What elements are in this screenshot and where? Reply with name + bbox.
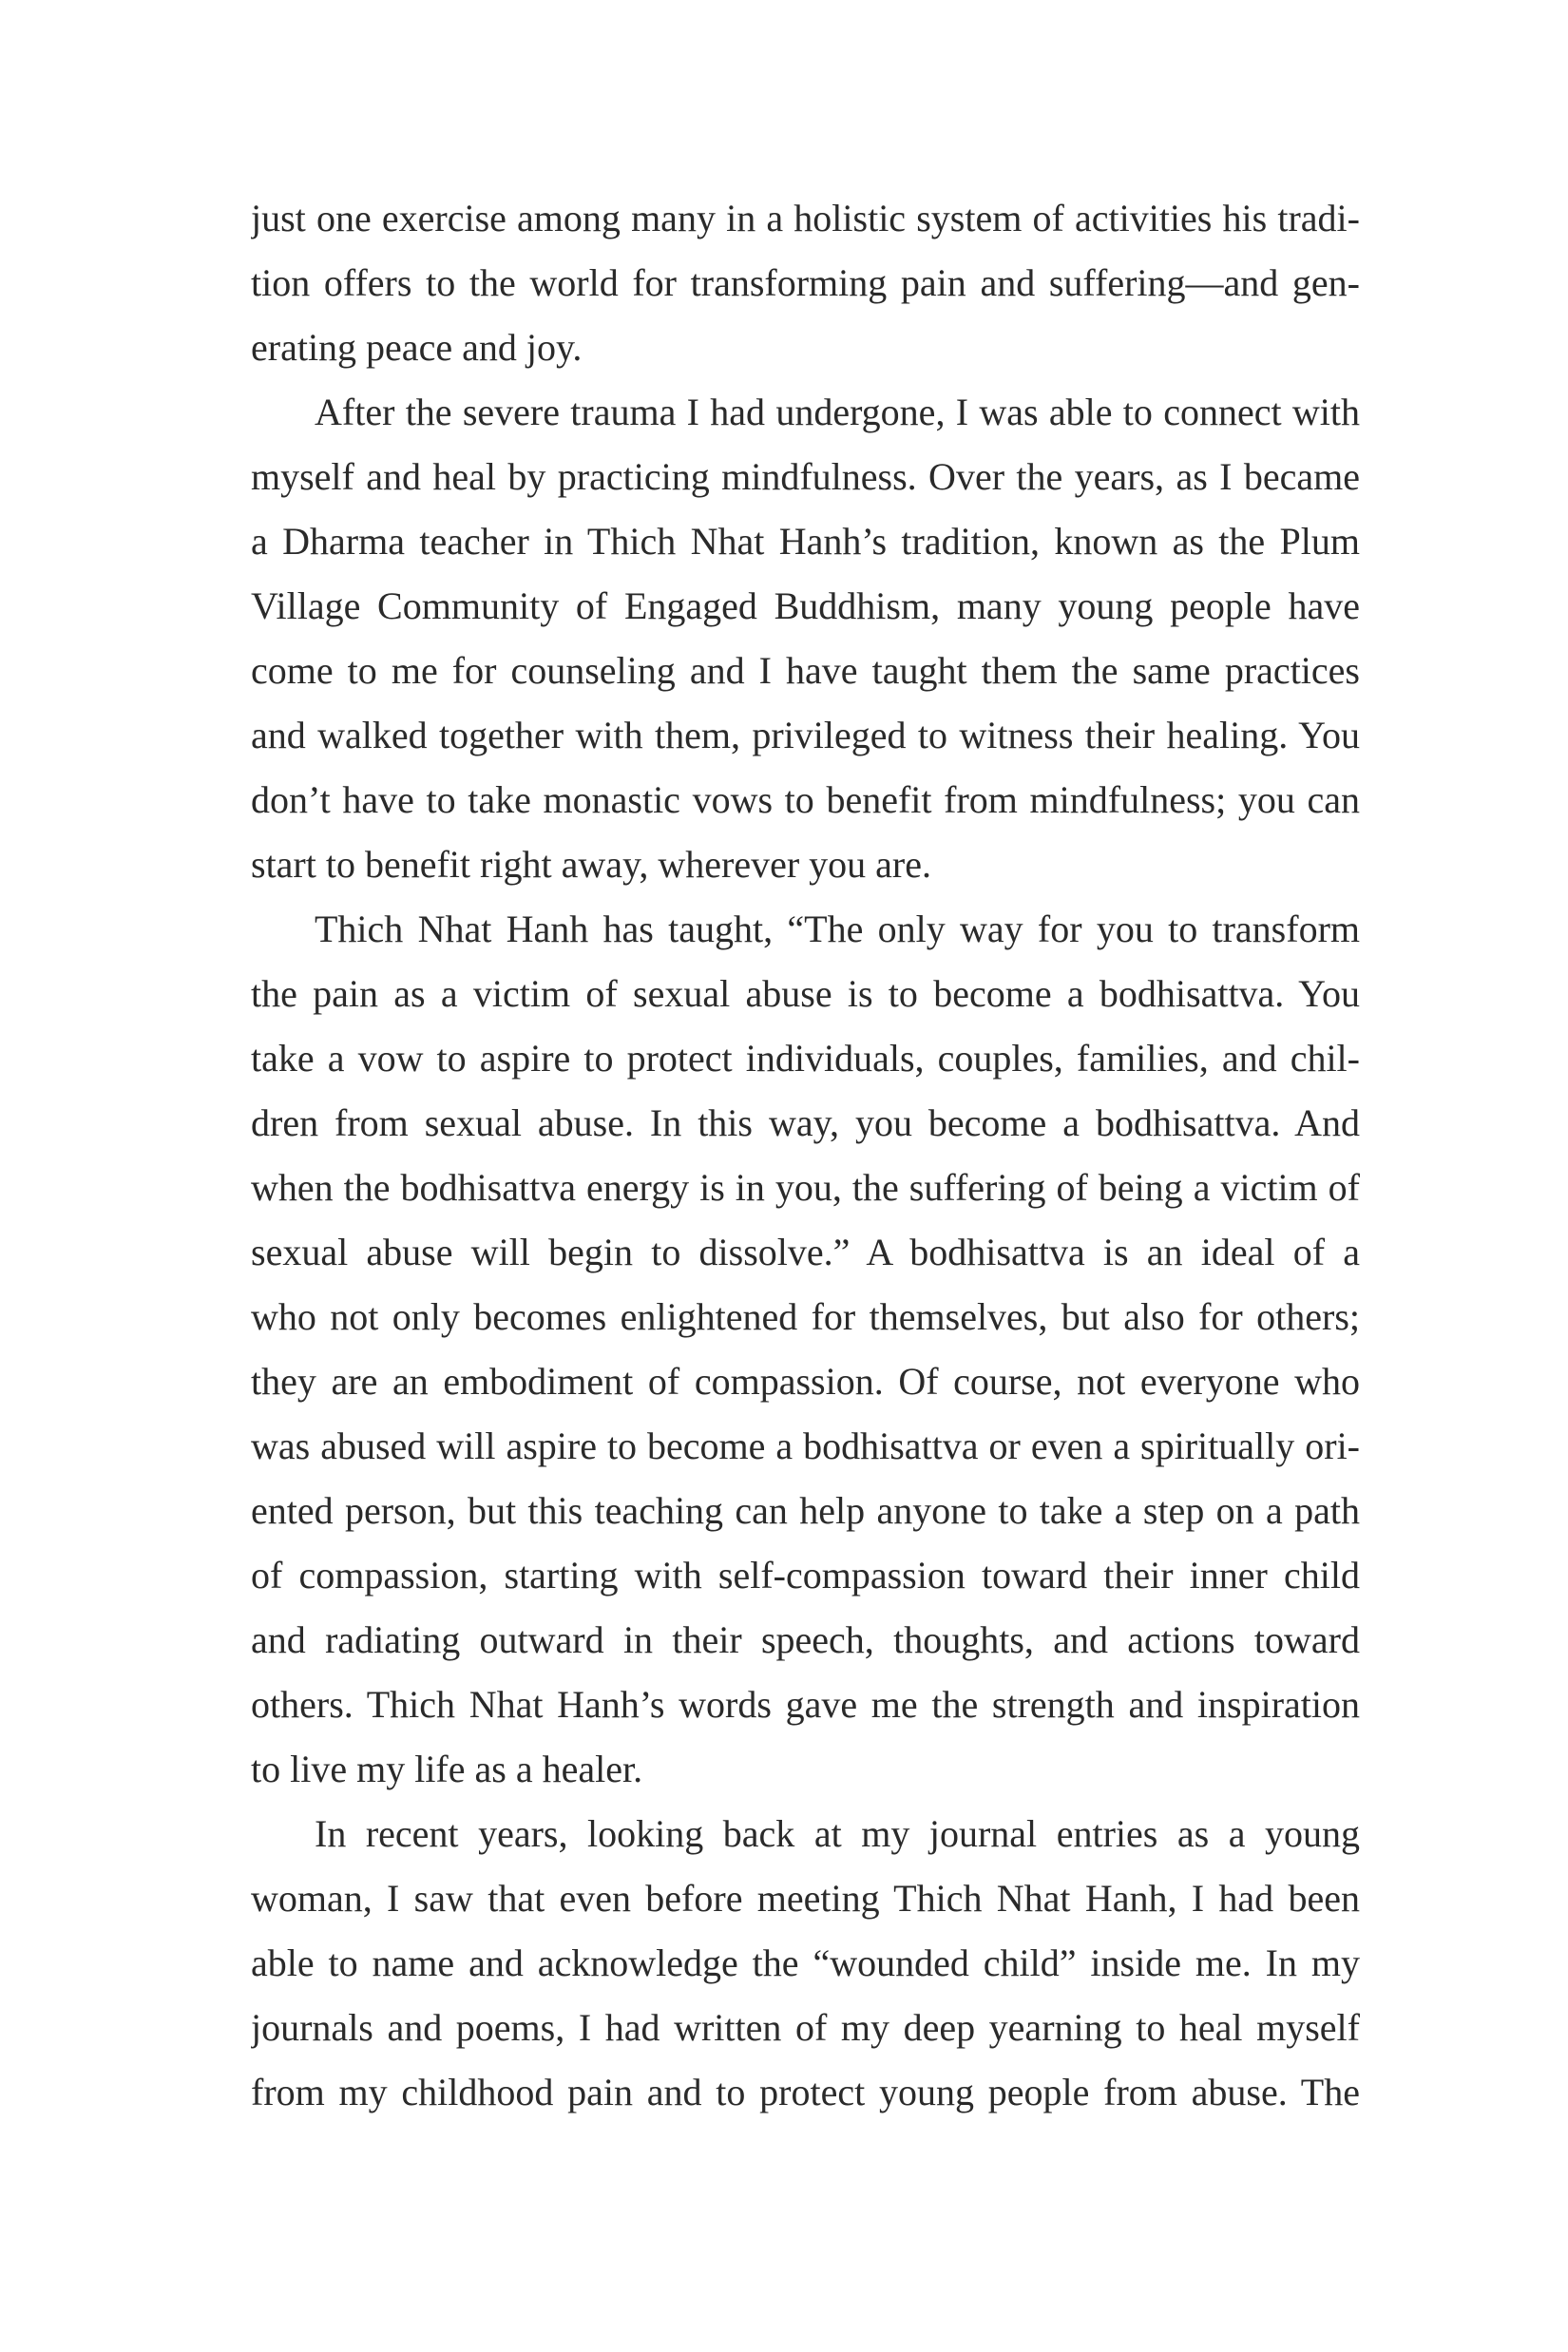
text-line: come to me for counseling and I have taught them the same practices bbox=[251, 649, 1360, 692]
text-line: ented person, but this teaching can help anyone to take a step on a path bbox=[251, 1489, 1360, 1532]
text-line: don’t have to take monastic vows to benefit from mindfulness; you can bbox=[251, 778, 1360, 821]
text-line: who not only becomes enlightened for themselves, but also for others; bbox=[251, 1295, 1360, 1338]
text-line: start to benefit right away, wherever you are. bbox=[251, 843, 931, 886]
text-line: was abused will aspire to become a bodhisattva or even a spiritually ori- bbox=[251, 1425, 1360, 1467]
text-line: a Dharma teacher in Thich Nhat Hanh’s tradition, known as the Plum bbox=[251, 520, 1360, 563]
text-line: In recent years, looking back at my journal entries as a young bbox=[315, 1812, 1360, 1855]
text-line: take a vow to aspire to protect individuals, couples, families, and chil- bbox=[251, 1037, 1360, 1080]
paragraph bbox=[251, 897, 1360, 1802]
text-line: just one exercise among many in a holistic system of activities his tradi- bbox=[251, 197, 1360, 239]
text-line: others. Thich Nhat Hanh’s words gave me the strength and inspiration bbox=[251, 1683, 1360, 1726]
text-line: myself and heal by practicing mindfulness. Over the years, as I became bbox=[251, 455, 1360, 498]
paragraph bbox=[251, 380, 1360, 897]
text-line: the pain as a victim of sexual abuse is to become a bodhisattva. You bbox=[251, 972, 1360, 1015]
text-line: journals and poems, I had written of my deep yearning to heal myself bbox=[251, 2006, 1360, 2049]
text-line: and walked together with them, privileged to witness their healing. You bbox=[251, 714, 1360, 756]
text-line: woman, I saw that even before meeting Thich Nhat Hanh, I had been bbox=[251, 1877, 1360, 1920]
text-line: when the bodhisattva energy is in you, the suffering of being a victim of bbox=[251, 1166, 1360, 1209]
text-line: to live my life as a healer. bbox=[251, 1748, 643, 1790]
text-line: Thich Nhat Hanh has taught, “The only way for you to transform bbox=[315, 908, 1360, 950]
text-line: Village Community of Engaged Buddhism, many young people have bbox=[251, 584, 1360, 627]
text-line: sexual abuse will begin to dissolve.” A bodhisattva is an ideal of a bbox=[251, 1231, 1360, 1273]
text-line: of compassion, starting with self-compassion toward their inner child bbox=[251, 1554, 1360, 1597]
text-line: able to name and acknowledge the “wounded child” inside me. In my bbox=[251, 1941, 1360, 1984]
text-line: from my childhood pain and to protect young people from abuse. The bbox=[251, 2071, 1360, 2113]
body-text bbox=[251, 186, 1360, 2125]
text-line: erating peace and joy. bbox=[251, 326, 583, 369]
paragraph bbox=[251, 1802, 1360, 2125]
text-line: tion offers to the world for transforming pain and suffering—and gen- bbox=[251, 261, 1360, 304]
text-line: they are an embodiment of compassion. Of course, not everyone who bbox=[251, 1360, 1360, 1403]
paragraph bbox=[251, 186, 1360, 380]
text-line: After the severe trauma I had undergone, I was able to connect with bbox=[315, 391, 1360, 433]
text-line: dren from sexual abuse. In this way, you become a bodhisattva. And bbox=[251, 1101, 1360, 1144]
text-line: and radiating outward in their speech, thoughts, and actions toward bbox=[251, 1618, 1360, 1661]
